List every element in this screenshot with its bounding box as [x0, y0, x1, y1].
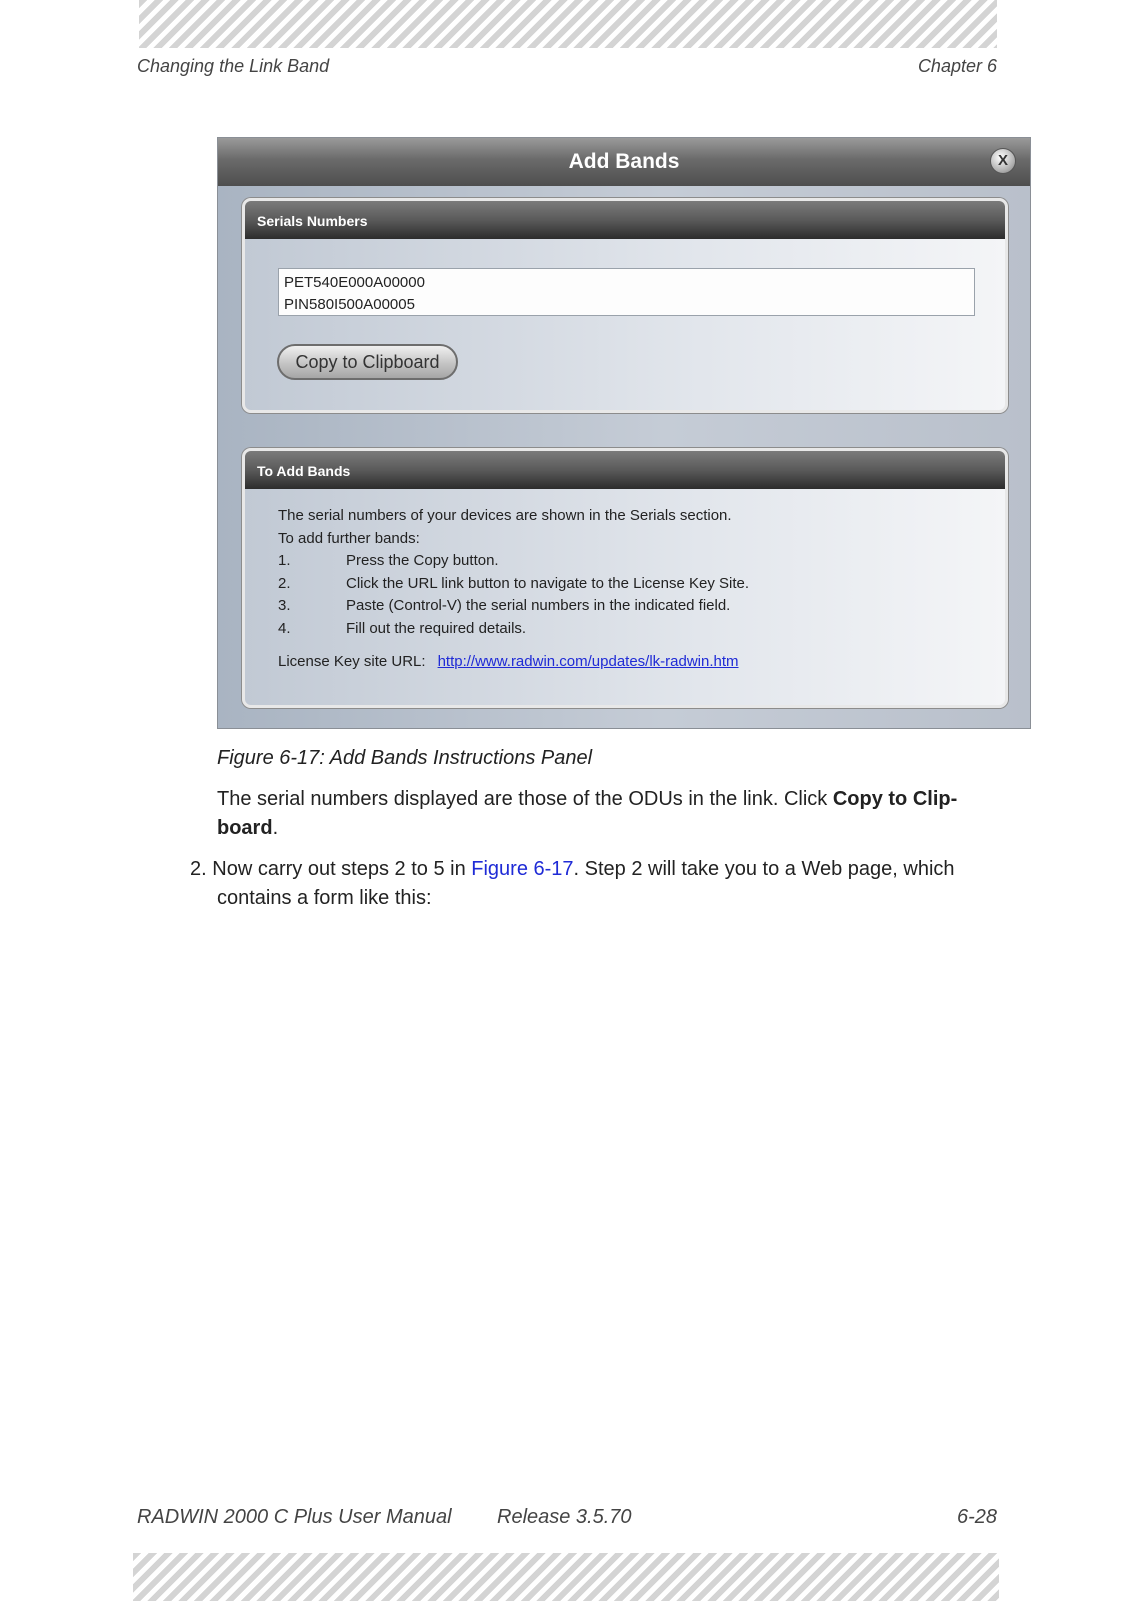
step-text: Click the URL link button to navigate to the License Key Site.: [346, 574, 750, 592]
instructions-group: [242, 448, 1008, 708]
instruction-step: [278, 573, 749, 596]
footer-hatch-band: [133, 1553, 999, 1601]
instruction-step: [278, 550, 749, 573]
step-number: 3.: [278, 597, 291, 614]
step-text: Now carry out steps 2 to 5 in: [212, 858, 472, 880]
step-text: contains a form like this:: [217, 887, 432, 909]
serial-line: PET540E000A00000: [284, 274, 425, 291]
footer-release: Release 3.5.70: [497, 1506, 632, 1528]
figure-caption: Figure 6-17: Add Bands Instructions Panel: [217, 747, 593, 769]
step-text: Fill out the required details.: [346, 619, 527, 637]
step-number: 2.: [278, 574, 291, 592]
instructions-intro: The serial numbers of your devices are shown in the Serials section.: [278, 507, 732, 524]
step-text: . Step 2 will take you to a Web page, which: [573, 858, 955, 880]
para-text: .: [272, 817, 279, 839]
footer-manual-title: RADWIN 2000 C Plus User Manual: [137, 1506, 452, 1528]
step-text: Paste (Control-V) the serial numbers in the indicated field.: [346, 597, 731, 614]
step-text: Press the Copy button.: [346, 552, 499, 569]
para-text: The serial numbers displayed are those of the ODUs in the link. Click: [217, 788, 833, 810]
step-paragraph: [190, 855, 990, 913]
serial-line: PIN580I500A00005: [284, 296, 415, 313]
step-number: 1.: [278, 552, 291, 569]
header-hatch-band: [139, 0, 997, 48]
para-bold: Copy to Clip-: [832, 788, 958, 810]
instructions-text: [278, 505, 749, 674]
add-bands-dialog: [217, 137, 1031, 729]
serials-textbox[interactable]: [278, 268, 975, 316]
step-number: 2.: [190, 858, 213, 880]
close-icon[interactable]: X: [990, 148, 1016, 174]
serials-heading: Serials Numbers: [245, 201, 1005, 239]
figure-reference-link[interactable]: Figure 6-17: [471, 858, 574, 880]
running-header-section: Changing the Link Band: [137, 56, 330, 76]
instruction-step: [278, 595, 749, 618]
para-bold: board: [217, 817, 273, 839]
body-paragraph: [217, 785, 982, 843]
license-url-row: [278, 651, 749, 674]
instruction-step: [278, 618, 749, 641]
license-url-label: License Key site URL:: [278, 653, 426, 670]
license-url-link[interactable]: http://www.radwin.com/updates/lk-radwin.htm: [437, 653, 739, 670]
footer-page-number: 6-28: [956, 1506, 997, 1528]
serials-group: [242, 198, 1008, 413]
instructions-heading: To Add Bands: [245, 451, 1005, 489]
step-number: 4.: [278, 619, 291, 637]
copy-to-clipboard-button[interactable]: Copy to Clipboard: [277, 344, 458, 380]
dialog-title: Add Bands: [218, 138, 1030, 186]
running-header-chapter: Chapter 6: [917, 56, 997, 76]
instructions-intro: To add further bands:: [278, 529, 420, 547]
